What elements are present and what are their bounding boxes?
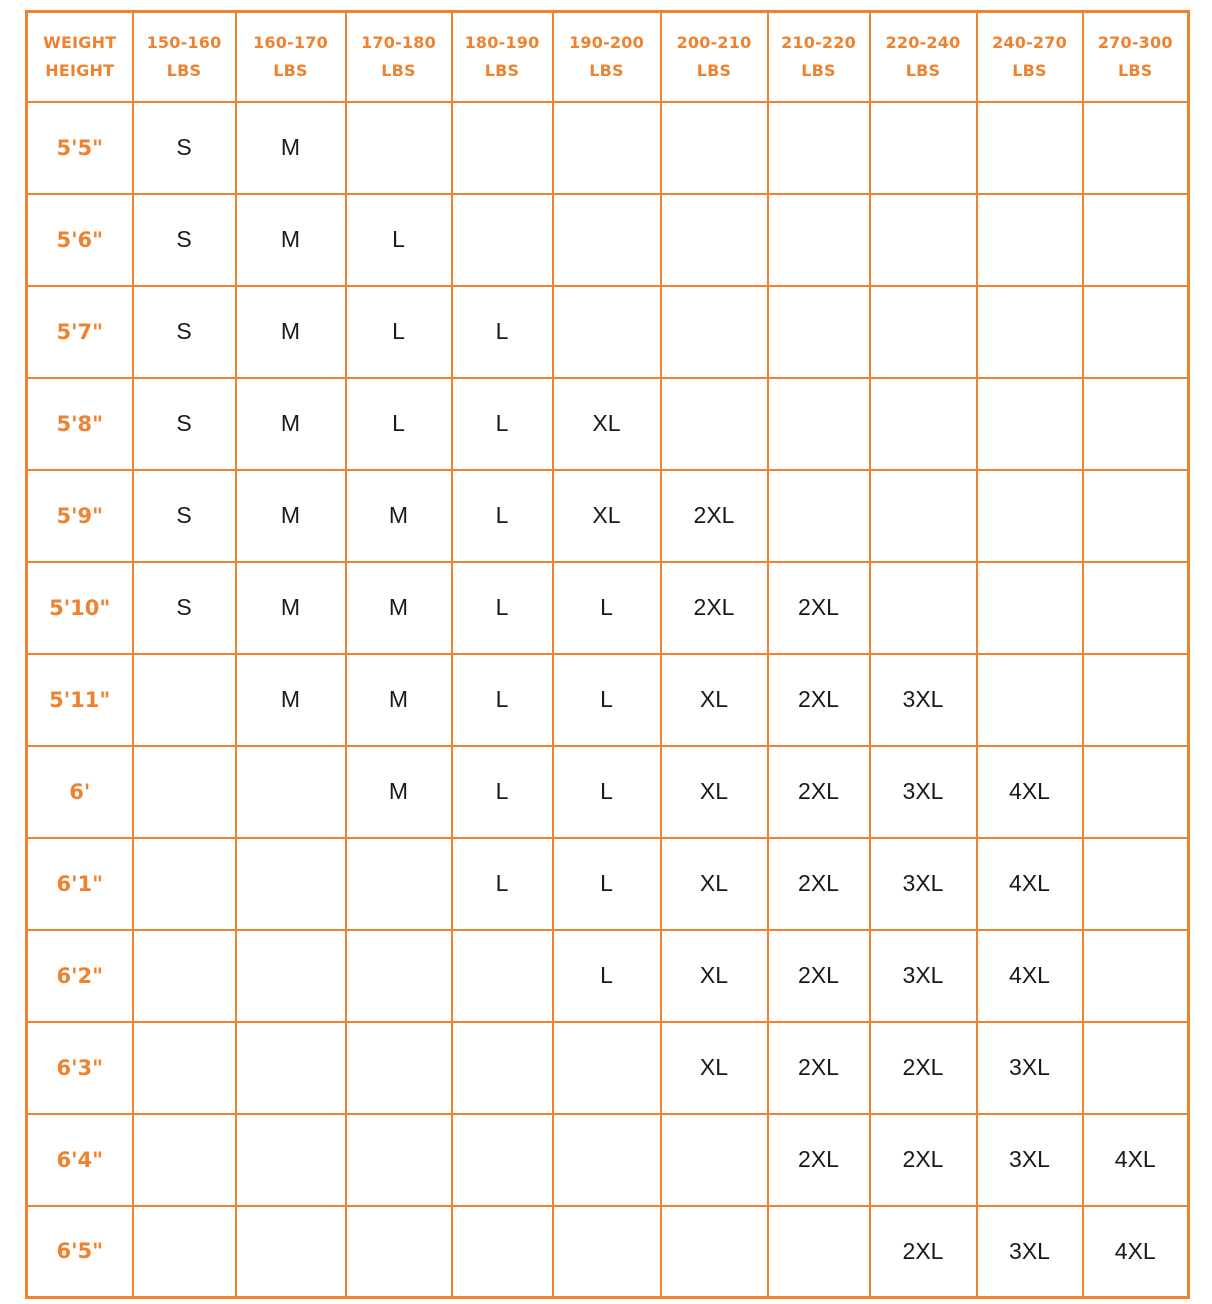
weight-range-label: 200-210 <box>676 32 752 52</box>
size-cell <box>870 470 977 562</box>
weight-unit-label: LBS <box>381 60 416 80</box>
weight-range-label: 160-170 <box>253 32 328 52</box>
weight-column-header <box>977 12 1083 102</box>
size-cell: L <box>346 286 452 378</box>
table-row <box>27 562 1189 654</box>
size-cell: S <box>133 562 236 654</box>
size-cell: L <box>553 746 661 838</box>
size-cell: M <box>236 194 346 286</box>
height-cell: 6' <box>27 746 133 838</box>
size-cell <box>236 1114 346 1206</box>
size-cell: M <box>236 470 346 562</box>
size-cell <box>768 286 870 378</box>
size-cell <box>768 378 870 470</box>
weight-label: WEIGHT <box>43 32 117 52</box>
weight-range-label: 270-300 <box>1097 32 1173 52</box>
weight-unit-label: LBS <box>696 60 732 80</box>
weight-range-label: 220-240 <box>885 32 961 52</box>
size-cell <box>870 194 977 286</box>
size-cell <box>870 562 977 654</box>
size-cell: L <box>452 838 553 930</box>
size-cell: XL <box>553 378 661 470</box>
size-cell <box>133 1022 236 1114</box>
size-cell: 2XL <box>661 562 768 654</box>
size-cell: 3XL <box>977 1206 1083 1298</box>
size-cell <box>553 194 661 286</box>
header-row <box>27 12 1189 102</box>
size-cell: L <box>452 470 553 562</box>
height-cell: 6'3" <box>27 1022 133 1114</box>
size-cell: 4XL <box>977 746 1083 838</box>
table-row <box>27 470 1189 562</box>
size-cell: L <box>452 286 553 378</box>
size-cell <box>452 1114 553 1206</box>
size-cell <box>1083 102 1189 194</box>
size-cell: S <box>133 470 236 562</box>
height-cell: 5'5" <box>27 102 133 194</box>
size-cell <box>977 562 1083 654</box>
weight-column-header <box>768 12 870 102</box>
table-row <box>27 930 1189 1022</box>
height-cell: 5'10" <box>27 562 133 654</box>
size-cell <box>1083 562 1189 654</box>
size-cell: M <box>236 562 346 654</box>
size-cell: 2XL <box>768 654 870 746</box>
size-cell: L <box>553 838 661 930</box>
size-cell: M <box>236 102 346 194</box>
size-cell <box>1083 746 1189 838</box>
size-cell: M <box>236 378 346 470</box>
size-cell <box>977 470 1083 562</box>
size-cell: 2XL <box>870 1022 977 1114</box>
size-cell: 2XL <box>768 838 870 930</box>
weight-column-header <box>553 12 661 102</box>
weight-range-label: 180-190 <box>464 32 540 52</box>
weight-column-header <box>346 12 452 102</box>
weight-column-header <box>452 12 553 102</box>
size-cell: XL <box>553 470 661 562</box>
weight-range-label: 150-160 <box>146 32 222 52</box>
size-cell <box>1083 838 1189 930</box>
size-cell: 3XL <box>870 930 977 1022</box>
size-cell <box>661 194 768 286</box>
height-cell: 6'2" <box>27 930 133 1022</box>
weight-unit-label: LBS <box>1117 60 1153 80</box>
table-row <box>27 286 1189 378</box>
size-cell: L <box>346 194 452 286</box>
height-cell: 6'4" <box>27 1114 133 1206</box>
size-cell <box>661 378 768 470</box>
size-cell <box>346 1022 452 1114</box>
size-cell: L <box>553 654 661 746</box>
size-cell <box>553 286 661 378</box>
size-cell: XL <box>661 1022 768 1114</box>
table-row <box>27 654 1189 746</box>
weight-column-header <box>1083 12 1189 102</box>
height-cell: 5'7" <box>27 286 133 378</box>
weight-column-header <box>870 12 977 102</box>
weight-unit-label: LBS <box>166 60 202 80</box>
size-cell: 3XL <box>870 654 977 746</box>
size-cell: 2XL <box>661 470 768 562</box>
size-cell: L <box>452 378 553 470</box>
table-row <box>27 102 1189 194</box>
table-row <box>27 378 1189 470</box>
size-cell <box>553 102 661 194</box>
size-cell <box>236 1022 346 1114</box>
size-cell <box>133 746 236 838</box>
size-cell <box>768 194 870 286</box>
size-cell <box>870 286 977 378</box>
size-cell <box>346 102 452 194</box>
size-cell <box>977 194 1083 286</box>
weight-unit-label: LBS <box>273 60 308 80</box>
size-cell <box>236 930 346 1022</box>
height-cell: 5'6" <box>27 194 133 286</box>
size-cell <box>661 1114 768 1206</box>
size-cell <box>236 746 346 838</box>
weight-unit-label: LBS <box>589 60 624 80</box>
size-cell <box>1083 194 1189 286</box>
size-cell <box>661 102 768 194</box>
size-cell <box>452 194 553 286</box>
size-cell: S <box>133 286 236 378</box>
size-cell <box>661 286 768 378</box>
size-cell <box>870 378 977 470</box>
size-cell <box>1083 470 1189 562</box>
size-cell <box>133 838 236 930</box>
height-cell: 6'5" <box>27 1206 133 1298</box>
size-cell: 4XL <box>1083 1114 1189 1206</box>
table-body <box>27 102 1189 1298</box>
weight-column-header <box>236 12 346 102</box>
size-cell <box>768 102 870 194</box>
size-cell <box>133 1114 236 1206</box>
weight-unit-label: LBS <box>484 60 520 80</box>
size-cell <box>553 1114 661 1206</box>
size-cell <box>977 654 1083 746</box>
height-label: HEIGHT <box>45 60 115 80</box>
size-cell <box>1083 654 1189 746</box>
table-row <box>27 1022 1189 1114</box>
size-cell: 2XL <box>870 1114 977 1206</box>
size-cell <box>133 930 236 1022</box>
table-row <box>27 746 1189 838</box>
size-cell: M <box>346 654 452 746</box>
size-cell <box>346 838 452 930</box>
size-cell: M <box>236 654 346 746</box>
size-cell: 4XL <box>977 930 1083 1022</box>
size-cell: M <box>346 562 452 654</box>
size-cell <box>452 1206 553 1298</box>
table-row <box>27 194 1189 286</box>
size-cell: L <box>346 378 452 470</box>
size-cell <box>236 838 346 930</box>
size-cell: 3XL <box>977 1022 1083 1114</box>
size-cell: L <box>452 562 553 654</box>
size-cell: 3XL <box>977 1114 1083 1206</box>
size-cell <box>977 102 1083 194</box>
table-row <box>27 1206 1189 1298</box>
size-cell <box>346 1206 452 1298</box>
size-cell <box>1083 1022 1189 1114</box>
size-cell: 2XL <box>768 1022 870 1114</box>
size-cell <box>133 654 236 746</box>
size-cell: XL <box>661 838 768 930</box>
size-cell <box>553 1206 661 1298</box>
size-cell <box>452 930 553 1022</box>
weight-unit-label: LBS <box>1012 60 1047 80</box>
size-cell <box>870 102 977 194</box>
size-cell: L <box>452 654 553 746</box>
size-cell: 3XL <box>870 838 977 930</box>
table-row <box>27 1114 1189 1206</box>
size-cell <box>346 930 452 1022</box>
size-cell: M <box>346 470 452 562</box>
size-cell <box>768 470 870 562</box>
size-cell: 2XL <box>768 1114 870 1206</box>
height-cell: 5'11" <box>27 654 133 746</box>
size-cell <box>133 1206 236 1298</box>
size-cell <box>661 1206 768 1298</box>
size-cell: XL <box>661 746 768 838</box>
height-cell: 5'8" <box>27 378 133 470</box>
size-cell <box>977 378 1083 470</box>
weight-column-header <box>661 12 768 102</box>
size-cell: L <box>553 562 661 654</box>
size-cell: 4XL <box>977 838 1083 930</box>
table-row <box>27 838 1189 930</box>
weight-range-label: 170-180 <box>361 32 436 52</box>
size-cell <box>553 1022 661 1114</box>
size-cell: 3XL <box>870 746 977 838</box>
size-cell: S <box>133 378 236 470</box>
size-cell: XL <box>661 654 768 746</box>
size-cell <box>977 286 1083 378</box>
size-cell: 2XL <box>768 562 870 654</box>
weight-column-header <box>133 12 236 102</box>
weight-range-label: 210-220 <box>781 32 856 52</box>
weight-unit-label: LBS <box>801 60 836 80</box>
size-cell <box>1083 286 1189 378</box>
size-cell: L <box>452 746 553 838</box>
height-cell: 5'9" <box>27 470 133 562</box>
size-cell: 4XL <box>1083 1206 1189 1298</box>
size-cell: S <box>133 194 236 286</box>
size-cell: S <box>133 102 236 194</box>
size-cell: 2XL <box>870 1206 977 1298</box>
size-cell <box>1083 930 1189 1022</box>
weight-range-label: 240-270 <box>992 32 1067 52</box>
size-cell <box>452 1022 553 1114</box>
size-cell <box>452 102 553 194</box>
size-chart-table <box>25 10 1190 1299</box>
size-cell: 2XL <box>768 746 870 838</box>
size-cell <box>768 1206 870 1298</box>
size-cell <box>346 1114 452 1206</box>
size-cell: 2XL <box>768 930 870 1022</box>
size-cell: XL <box>661 930 768 1022</box>
weight-range-label: 190-200 <box>569 32 644 52</box>
size-cell: M <box>236 286 346 378</box>
size-cell <box>236 1206 346 1298</box>
weight-unit-label: LBS <box>905 60 941 80</box>
corner-header-cell <box>27 12 133 102</box>
size-cell: L <box>553 930 661 1022</box>
size-cell: M <box>346 746 452 838</box>
size-cell <box>1083 378 1189 470</box>
height-cell: 6'1" <box>27 838 133 930</box>
